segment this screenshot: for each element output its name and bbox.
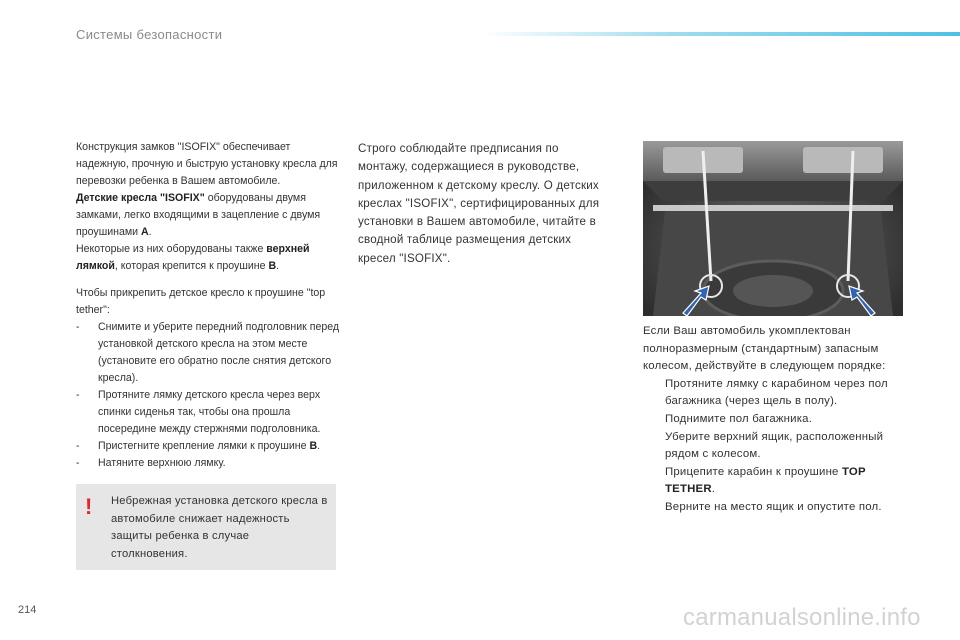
step-item: - Снимите и уберите передний подголовник перед установкой детского кресла на этом месте (установите его обратно после снятия детского кресла). [76, 321, 340, 384]
list-item: Поднимите пол багажника. [665, 412, 813, 425]
instructions-note: Строго соблюдайте предписания по монтажу, содержащиеся в руководстве, приложенном к детскому креслу. О детских креслах "ISOFIX", сертифицированных для установки в Вашем автомобиле, читайте в сводной таблице размещения детских кресел "ISOFIX". [358, 142, 600, 265]
list-item: Верните на место ящик и опустите пол. [665, 500, 882, 513]
list-item: Протяните лямку с карабином через пол багажника (через щель в полу). [665, 377, 888, 408]
trunk-illustration [643, 141, 903, 316]
watermark: carmanualsonline.info [683, 604, 921, 631]
warning-text: Небрежная установка детского кресла в автомобиле снижает надежность защиты ребенка в случае столкновения. [111, 495, 328, 560]
section-title: Системы безопасности [76, 27, 223, 42]
label-a: A [141, 226, 149, 238]
list-item: Уберите верхний ящик, расположенный рядом с колесом. [665, 430, 884, 461]
intro-paragraph: Конструкция замков "ISOFIX" обеспечивает надежную, прочную и быструю установку кресла для перевозки ребенка в Вашем автомобиле. [76, 141, 338, 187]
top-strap-paragraph: Некоторые из них оборудованы также верхней лямкой, которая крепится к проушине B. [76, 243, 310, 272]
warning-box [76, 484, 336, 570]
spare-wheel-intro: Если Ваш автомобиль укомплектован полноразмерным (стандартным) запасным колесом, действуйте в следующем порядке: [643, 325, 886, 373]
page-number: 214 [18, 604, 37, 616]
spare-wheel-instructions [643, 323, 913, 517]
step-item: - Протяните лямку детского кресла через верх спинки сиденья так, чтобы она прошла посередине между стержнями подголовника. [76, 389, 321, 435]
header-accent-bar [482, 32, 960, 36]
warning-icon: ! [85, 494, 93, 519]
label-b: B [268, 260, 277, 272]
step-item: - Пристегните крепление лямки к проушине B. [76, 440, 321, 452]
steps-title: Чтобы прикрепить детское кресло к проушине "top tether": [76, 287, 326, 316]
step-item: - Натяните верхнюю лямку. [76, 457, 226, 469]
isofix-seats-paragraph: Детские кресла "ISOFIX" оборудованы двумя замками, легко входящими в зацепление с двумя проушинами A. [76, 192, 321, 238]
trunk-photo [643, 141, 903, 316]
list-item: Прицепите карабин к проушине TOP TETHER. [665, 465, 866, 496]
isofix-description-column [76, 139, 341, 472]
